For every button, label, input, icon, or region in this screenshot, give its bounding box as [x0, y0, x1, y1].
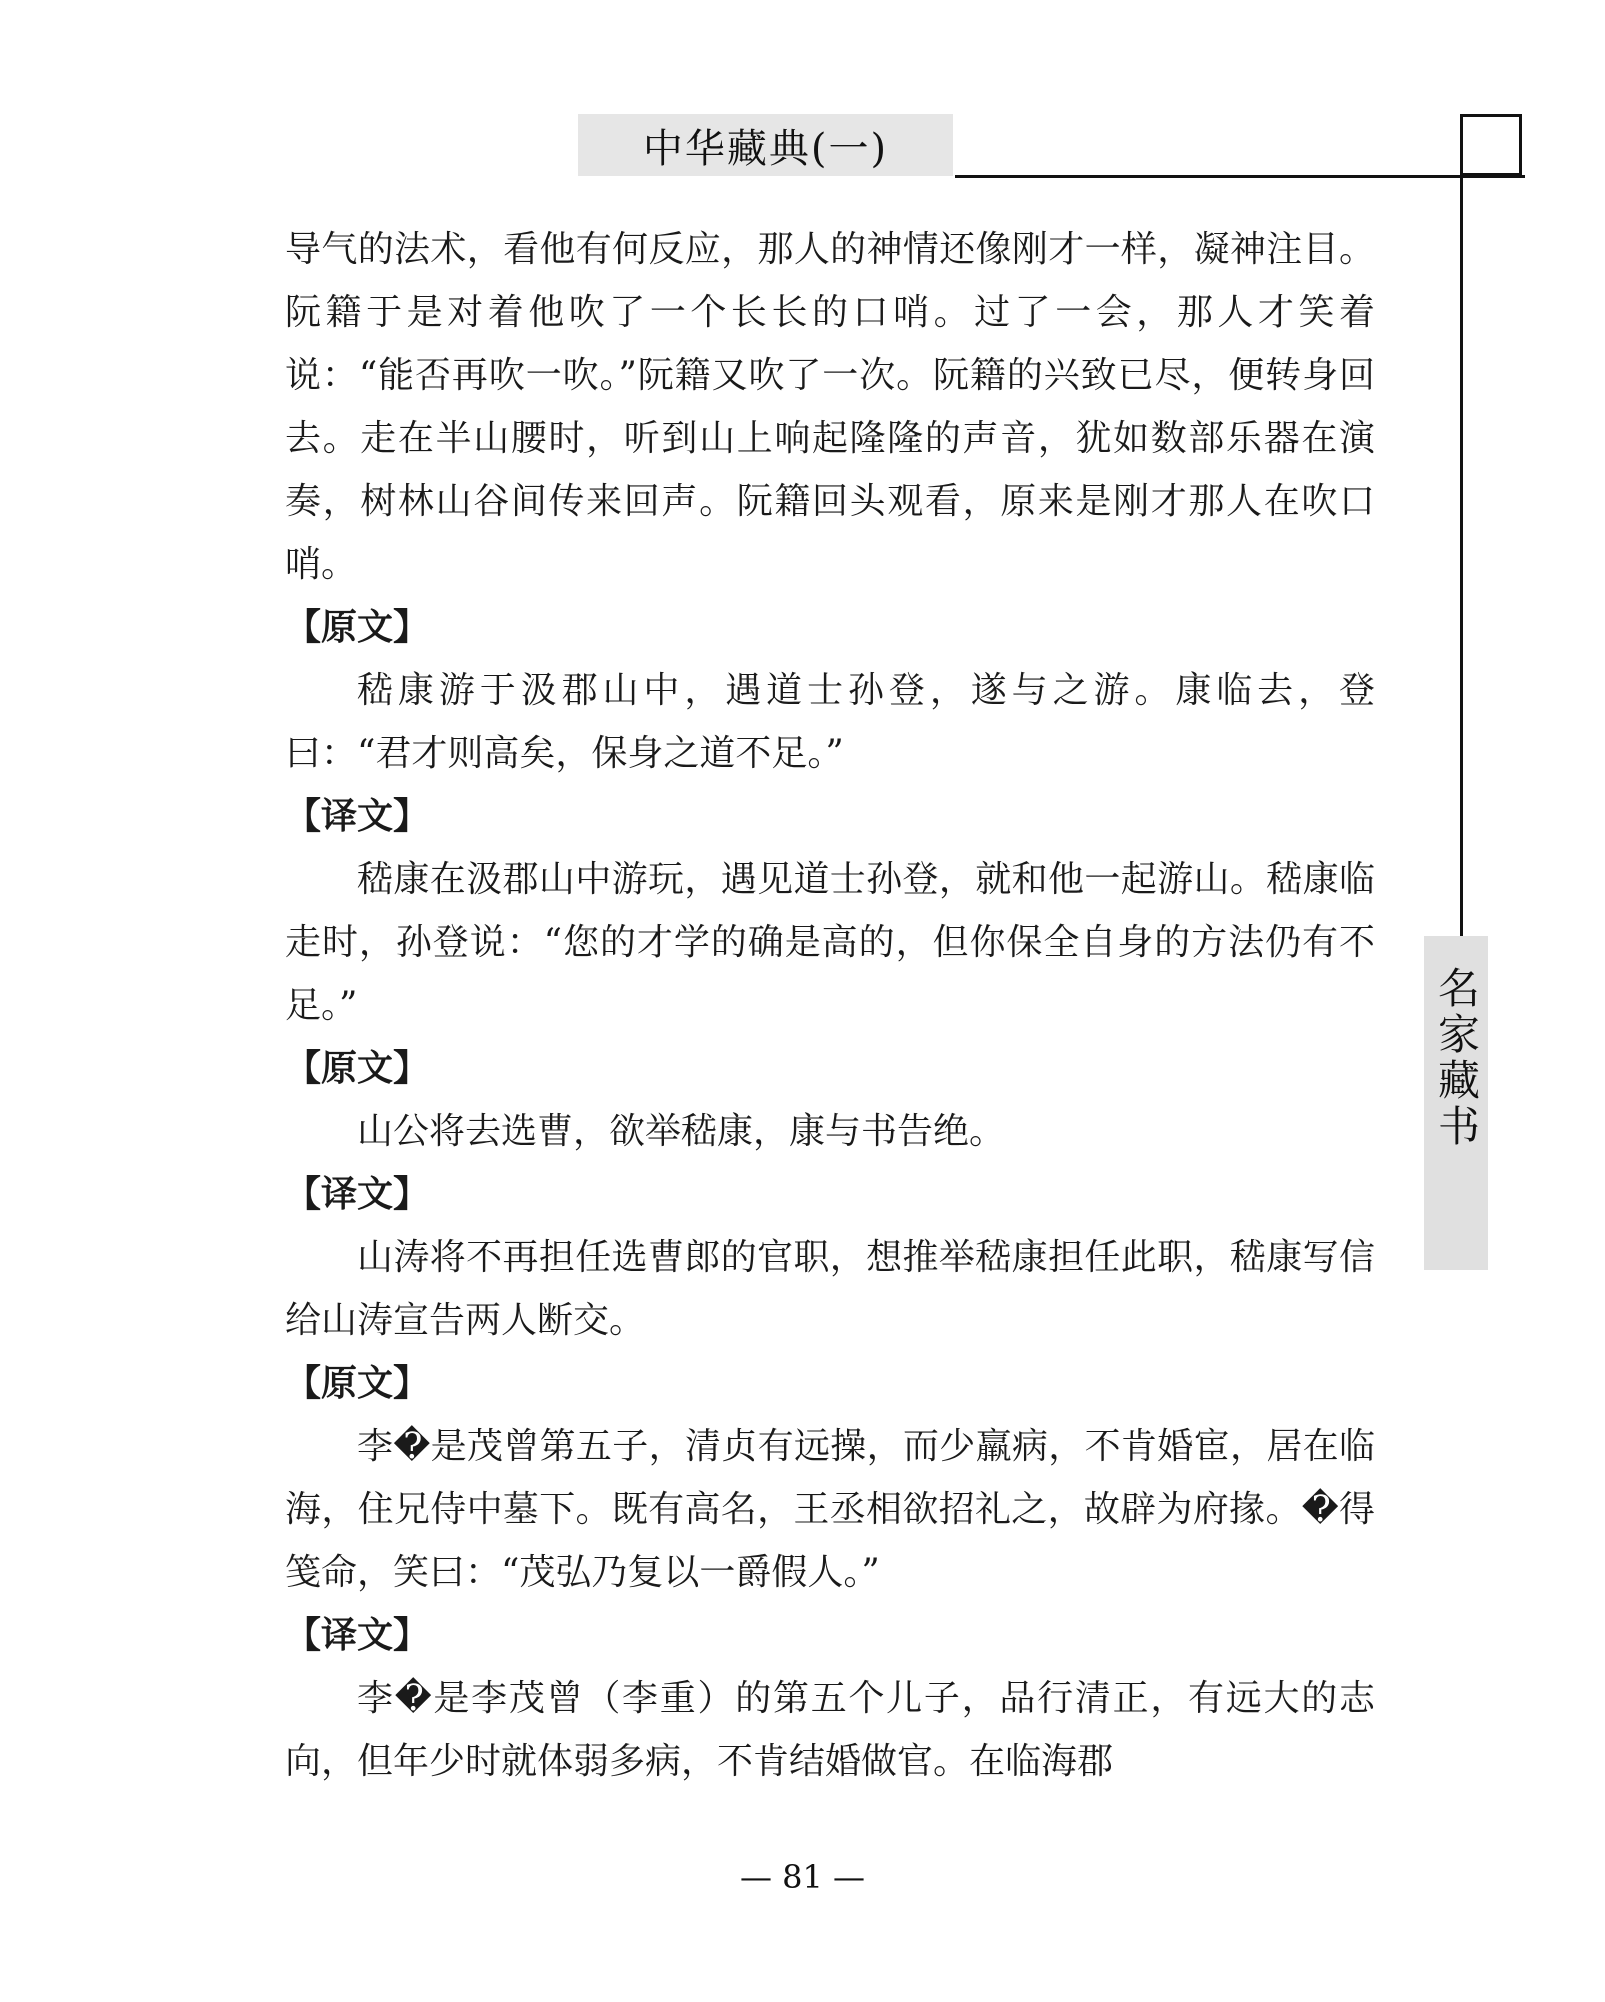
- side-rule: [1460, 114, 1463, 936]
- header-rule: [955, 175, 1525, 178]
- page-number: — 81 —: [739, 1858, 866, 1896]
- paragraph-7: 李�是李茂曾（李重）的第五个儿子，品行清正，有远大的志向，但年少时就体弱多病，不肯结婚做官。在临海郡: [285, 1678, 1375, 1782]
- section-heading-original: 【原文】: [285, 1048, 430, 1089]
- paragraph-3: 嵇康在汲郡山中游玩，遇见道士孙登，就和他一起游山。嵇康临走时，孙登说：“您的才学的确是高的，但你保全自身的方法仍有不足。”: [285, 859, 1375, 1026]
- corner-square: [1460, 114, 1522, 176]
- side-label: 名家藏书: [1432, 966, 1481, 1150]
- paragraph-1: 导气的法术，看他有何反应，那人的神情还像刚才一样，凝神注目。阮籍于是对着他吹了一个长长的口哨。过了一会，那人才笑着说：“能否再吹一吹。”阮籍又吹了一次。阮籍的兴致已尽，便转身回去。走在半山腰时，听到山上响起隆隆的声音，犹如数部乐器在演奏，树林山谷间传来回声。阮籍回头观看，原来是刚才那人在吹口哨。: [285, 229, 1375, 585]
- paragraph-4: 山公将去选曹，欲举嵇康，康与书告绝。: [357, 1111, 1006, 1152]
- paragraph-5: 山涛将不再担任选曹郎的官职，想推举嵇康担任此职，嵇康写信给山涛宣告两人断交。: [285, 1237, 1375, 1341]
- section-heading-translation: 【译文】: [285, 1615, 430, 1656]
- section-heading-translation: 【译文】: [285, 796, 430, 837]
- section-heading-translation: 【译文】: [285, 1174, 430, 1215]
- book-title: 中华藏典(一): [642, 125, 889, 172]
- page-content: [285, 218, 1375, 1793]
- paragraph-6: 李�是茂曾第五子，清贞有远操，而少羸病，不肯婚宦，居在临海，住兄侍中墓下。既有高名，王丞相欲招礼之，故辟为府掾。�得笺命，笑曰：“茂弘乃复以一爵假人。”: [285, 1426, 1375, 1593]
- book-title-header: [578, 114, 953, 176]
- section-heading-original: 【原文】: [285, 1363, 430, 1404]
- side-tab: [1424, 936, 1488, 1270]
- paragraph-2: 嵇康游于汲郡山中，遇道士孙登，遂与之游。康临去，登曰：“君才则高矣，保身之道不足。”: [285, 670, 1375, 774]
- section-heading-original: 【原文】: [285, 607, 430, 648]
